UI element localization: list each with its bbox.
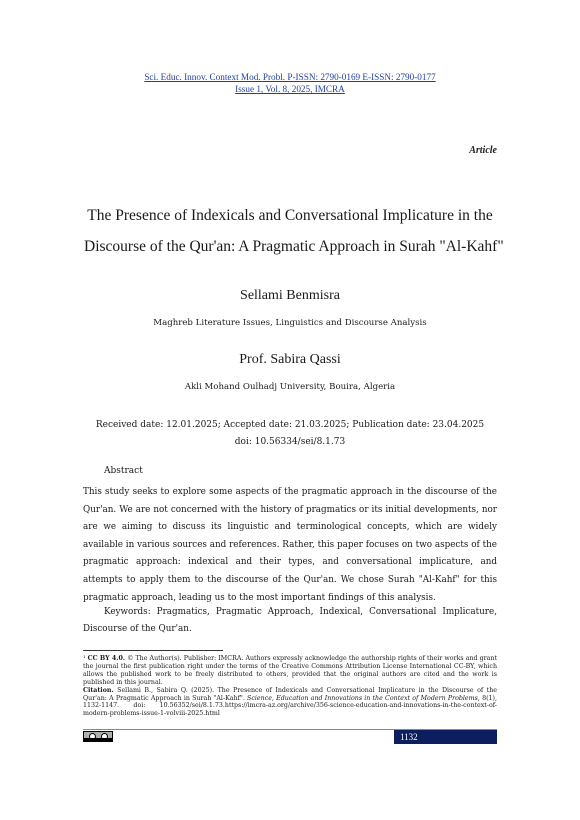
citation-journal: Science, Education and Innovations in the Context of Modern Problems bbox=[247, 694, 478, 702]
license-text: © The Author(s). Publisher: IMCRA. Authors expressly acknowledge the authorship rights of their works and grant the journal the first publication right under the terms of the Creative Commons Attribution License International CC-BY, which allows the published work to be freely distributed to others, provided that the original authors are cited and the work is published in this journal. bbox=[83, 655, 498, 686]
license-label: CC BY 4.0. bbox=[87, 655, 126, 662]
page-number: 1132 bbox=[394, 730, 497, 744]
footnote-divider bbox=[83, 650, 223, 651]
author-affiliation-1: Maghreb Literature Issues, Linguistics and Discourse Analysis bbox=[153, 318, 427, 328]
paper-title bbox=[84, 200, 504, 262]
abstract-body: This study seeks to explore some aspects of the pragmatic approach in the discourse of the Qur'an. We are not concerned with the history of pragmatics or its initial developments, nor are we aiming to discuss its linguistic and terminological concepts, which are widely available in various sources and references. Rather, this paper focuses on two aspects of the pragmatic approach: indexical and their types, and conversational implicature, and attempts to apply them to the discourse of the Qur'an. We chose Surah "Al-Kahf" for this pragmatic approach, leading us to the most important findings of this analysis. bbox=[83, 487, 497, 603]
author-affiliation-2: Akli Mohand Oulhadj University, Bouira, Algeria bbox=[184, 382, 396, 392]
citation-text: Sellami B., Sabira Q. (2025). The Presence of Indexicals and Conversational Implicature in the Discourse of the Qur'an: A Pragmatic Approach in Surah "Al-Kahf". bbox=[83, 686, 497, 702]
footnote-marker: ¹ bbox=[83, 655, 88, 662]
citation-footnote bbox=[83, 687, 497, 719]
abstract-heading: Abstract bbox=[104, 466, 143, 476]
dates-line: Received date: 12.01.2025; Accepted date: 21.03.2025; Publication date: 23.04.2025 bbox=[95, 420, 485, 430]
paper-title-line2: Discourse of the Qur'an: A Pragmatic Approach in Surah "Al-Kahf" bbox=[84, 238, 504, 255]
journal-header[interactable] bbox=[0, 71, 580, 95]
publication-dates bbox=[0, 417, 580, 451]
license-footnote bbox=[83, 655, 497, 687]
journal-header-line2[interactable]: Issue 1, Vol. 8, 2025, IMCRA bbox=[235, 84, 345, 94]
author-name-1: Sellami Benmisra bbox=[240, 288, 340, 303]
doi-line: doi: 10.56334/sei/8.1.73 bbox=[234, 437, 346, 447]
author-name-2: Prof. Sabira Qassi bbox=[239, 352, 341, 367]
journal-header-line1[interactable]: Sci. Educ. Innov. Context Mod. Probl. P-ISSN: 2790-0169 E-ISSN: 2790-0177 bbox=[144, 72, 436, 82]
footnote bbox=[83, 655, 497, 718]
citation-label: Citation. bbox=[83, 686, 114, 694]
cc-license-icon[interactable] bbox=[83, 731, 113, 742]
paper-title-line1: The Presence of Indexicals and Conversational Implicature in the bbox=[87, 207, 493, 224]
keywords: Keywords: Pragmatics, Pragmatic Approach, Indexical, Conversational Implicature, Discourse of the Qur'an. bbox=[83, 607, 497, 634]
citation-details[interactable]: , 8(1), 1132-1147. doi: 10.56352/sei/8.1.73.https://imcra-az.org/archive/356-science-education-and-innovations-in-the-context-of-modern-problems-issue-1-volviii-2025.html bbox=[83, 694, 497, 718]
article-type-label: Article bbox=[469, 145, 497, 156]
